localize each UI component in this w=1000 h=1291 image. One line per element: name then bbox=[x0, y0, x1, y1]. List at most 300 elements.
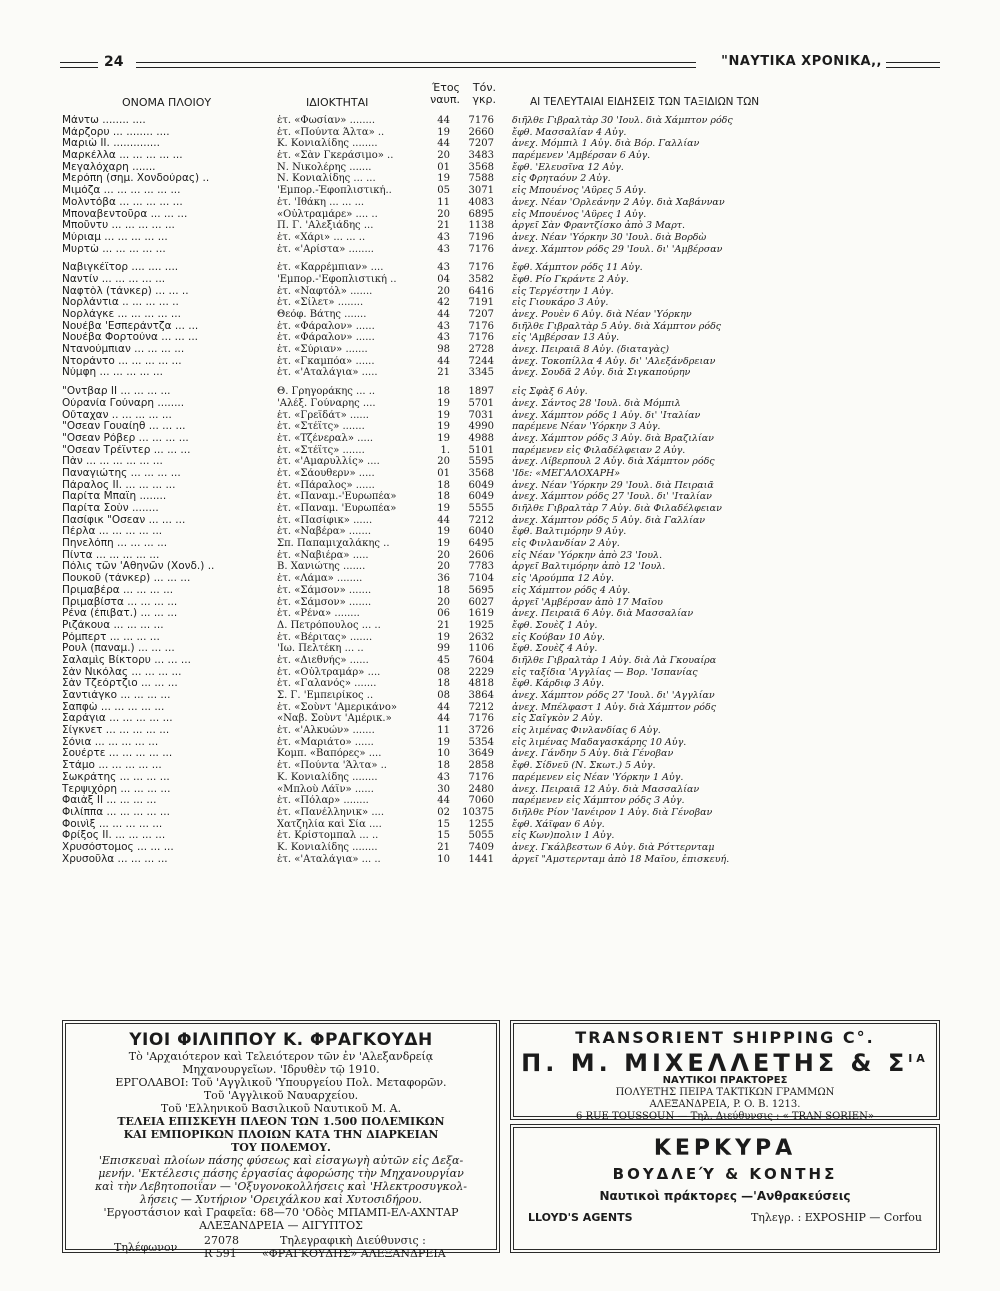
gross-tons: 3649 bbox=[468, 748, 494, 760]
latest-news: εἰς Κούβαν 10 Αὐγ. bbox=[512, 631, 605, 643]
column-header-year-line1: Έτος bbox=[431, 81, 460, 94]
gross-tons: 7176 bbox=[468, 320, 494, 332]
table-row bbox=[62, 185, 922, 197]
table-row bbox=[62, 795, 922, 807]
page-number: 24 bbox=[104, 54, 124, 70]
table-row bbox=[62, 678, 922, 690]
ship-name: Στάμο ... ... ... ... ... bbox=[62, 760, 162, 772]
owner: ἑτ. «Παναμ. 'Ευρωπέα» bbox=[277, 503, 397, 514]
latest-news: εἰς 'Αμβέρσαν 13 Αὐγ. bbox=[512, 332, 620, 344]
owner: ἑτ. «Στέϊτς» ....... bbox=[277, 421, 365, 433]
ship-name: Ριζάκουα ... ... ... ... bbox=[62, 619, 164, 631]
ship-name: Παναγιώτης ... ... ... ... bbox=[62, 467, 181, 479]
latest-news: ἔφθ. Μασσαλίαν 4 Αὐγ. bbox=[512, 126, 627, 138]
ad-transorient-line: ΑΛΕΞΑΝΔΡΕΙΑ, P. O. B. 1213. bbox=[649, 1099, 801, 1110]
latest-news: ἔφθ. Ρίο Γκράντε 2 Αὐγ. bbox=[512, 273, 629, 285]
owner: ἑτ. «Πανέλληνικ» .... bbox=[277, 806, 385, 818]
table-row bbox=[62, 262, 922, 274]
build-year: 11 bbox=[437, 725, 450, 737]
owner: «Ναβ. Σοὺντ 'Αμέρικ.» bbox=[277, 713, 392, 725]
table-row bbox=[62, 386, 922, 398]
table-row bbox=[62, 480, 922, 492]
ship-name: Ναντίν ... ... ... ... ... bbox=[62, 273, 166, 285]
gross-tons: 3568 bbox=[468, 467, 494, 479]
build-year: 43 bbox=[437, 262, 450, 274]
ship-name: Νουέβα Φορτούνα ... ... ... bbox=[62, 332, 199, 344]
latest-news: εἰς Μπουένος 'Αΰρες 1 Αὐγ. bbox=[512, 208, 647, 220]
latest-news: διῆλθε Γιβραλτὰρ 5 Αὐγ. διὰ Χάμπτον ρόδς bbox=[512, 320, 722, 332]
build-year: 20 bbox=[437, 596, 450, 608]
group-gap bbox=[62, 255, 922, 262]
build-year: 19 bbox=[437, 526, 450, 538]
ship-name: Σαράγια ... ... ... ... ... bbox=[62, 713, 173, 725]
owner: ἑτ. «Ναβέρα» ....... bbox=[277, 526, 372, 538]
ship-name: Πὰν ... ... ... ... ... ... bbox=[62, 456, 163, 468]
table-row bbox=[62, 737, 922, 749]
owner: «Οὐλτραμάρε» .... .. bbox=[277, 208, 378, 220]
ad-fragkoudi-line: Τὸ 'Αρχαιότερον καὶ Τελειότερον τῶν ἐν 'Αλεξανδρείᾳ bbox=[128, 1050, 434, 1063]
build-year: 44 bbox=[437, 701, 450, 713]
table-row bbox=[62, 503, 922, 515]
ship-name: Μάντω ........ .... bbox=[62, 115, 146, 126]
latest-news: εἰς Γιουκάρο 3 Αὐγ. bbox=[512, 297, 609, 309]
build-year: 19 bbox=[437, 126, 450, 138]
gross-tons: 5555 bbox=[468, 503, 494, 514]
owner: Σπ. Παπαμιχαλάκης .. bbox=[277, 538, 390, 550]
build-year: 20 bbox=[437, 549, 450, 561]
latest-news: ἀνεχ. Πειραιᾶ 12 Αὐγ. διὰ Μασσαλίαν bbox=[512, 783, 700, 795]
build-year: 44 bbox=[437, 355, 450, 367]
build-year: 19 bbox=[437, 432, 450, 444]
latest-news: εἰς Σφὰξ 6 Αὐγ. bbox=[512, 386, 588, 398]
ad-fragkoudi-line: Μηχανουργεῖων. 'Ιδρυθὲν τῷ 1910. bbox=[182, 1063, 380, 1076]
column-header-tons-line1: Τόν. bbox=[472, 81, 496, 94]
latest-news: εἰς Φινλανδίαν 2 Αὐγ. bbox=[512, 538, 620, 550]
table-row bbox=[62, 830, 922, 842]
column-header-year bbox=[418, 82, 460, 106]
owner: ἑτ. «Σοὺντ 'Αμερικάνο» bbox=[277, 701, 398, 713]
gross-tons: 7176 bbox=[468, 243, 494, 255]
ship-name: Σόνια ... ... ... ... ... bbox=[62, 736, 159, 748]
table-row bbox=[62, 550, 922, 562]
build-year: 98 bbox=[437, 344, 450, 356]
owner: ἑτ. «Τζένεραλ» ..... bbox=[277, 432, 374, 444]
gross-tons: 7176 bbox=[468, 713, 494, 725]
build-year: 36 bbox=[437, 573, 450, 585]
table-row bbox=[62, 115, 922, 127]
gross-tons: 7060 bbox=[468, 795, 494, 807]
ship-name: Νύμφη ... ... ... ... ... bbox=[62, 367, 163, 379]
gross-tons: 3582 bbox=[468, 273, 494, 285]
table-row bbox=[62, 807, 922, 819]
owner: ἑτ. «Σάουθερν» ..... bbox=[277, 467, 375, 479]
latest-news: ἀνεχ. Σουδᾶ 2 Αὐγ. διὰ Σιγκαπούρην bbox=[512, 367, 691, 379]
build-year: 19 bbox=[437, 631, 450, 643]
ad-fragkoudi-line: ΤΕΛΕΙΑ ΕΠΙΣΚΕΥΗ ΠΛΕΟΝ ΤΩΝ 1.500 ΠΟΛΕΜΙΚΩΝ bbox=[117, 1115, 445, 1128]
gross-tons: 3726 bbox=[468, 725, 494, 737]
ship-name: Ναφτὸλ (τάνκερ) ... ... .. bbox=[62, 285, 189, 297]
ship-name: Πέρλα ... ... ... ... ... bbox=[62, 526, 163, 538]
owner: Σ. Γ. 'Εμπειρίκος .. bbox=[277, 690, 374, 701]
ad-fragkoudi-line: ΤΟΥ ΠΟΛΕΜΟΥ. bbox=[231, 1141, 331, 1154]
build-year: 19 bbox=[437, 409, 450, 421]
gross-tons: 1441 bbox=[468, 853, 494, 865]
ad-fragkoudi-line: Τοῦ 'Αγγλικοῦ Ναυαρχείου. bbox=[203, 1089, 359, 1102]
build-year: 20 bbox=[437, 285, 450, 297]
telegraph-value: «ΦΡΑΓΚΟΥΔΗΣ» ΑΛΕΞΑΝΔΡΕΙΑ bbox=[262, 1247, 446, 1260]
table-row bbox=[62, 209, 922, 221]
latest-news: παρέμενεν εἰς Φιλαδέλφειαν 2 Αὐγ. bbox=[512, 444, 686, 456]
gross-tons: 6040 bbox=[468, 526, 494, 538]
latest-news: ἀνεχ. Μπέλφαστ 1 Αὐγ. διὰ Χάμπτον ρόδς bbox=[512, 701, 717, 713]
ship-name: Νορλάντια .. ... ... ... .. bbox=[62, 297, 179, 309]
table-row bbox=[62, 445, 922, 457]
ad-kerkyra-telegraph: Τηλεγρ. : EXPOSHIP — Corfou bbox=[750, 1211, 922, 1224]
ship-name: Φαιὰξ ΙΙ ... ... ... ... bbox=[62, 795, 157, 807]
owner: ἑτ. «Πούντα 'Άλτα» .. bbox=[277, 760, 387, 772]
owner: ἑτ. «Ρένα» ........ bbox=[277, 608, 360, 620]
build-year: 19 bbox=[437, 397, 450, 409]
owner: ἑτ. «Ναβιέρα» ..... bbox=[277, 549, 369, 561]
table-row bbox=[62, 655, 922, 667]
table-row bbox=[62, 772, 922, 784]
owner: ἑτ. «Λάμα» ........ bbox=[277, 573, 363, 585]
latest-news: ἀργεῖ 'Αμβέρσαν ἀπὸ 17 Μαΐου bbox=[512, 596, 663, 608]
table-row bbox=[62, 725, 922, 737]
table-row bbox=[62, 197, 922, 209]
gross-tons: 5695 bbox=[468, 584, 494, 596]
table-row bbox=[62, 344, 922, 356]
latest-news: παρέμενεν εἰς Νέαν 'Υόρκην 1 Αὐγ. bbox=[512, 771, 684, 783]
table-row bbox=[62, 410, 922, 422]
table-row bbox=[62, 297, 922, 309]
build-year: 01 bbox=[437, 161, 450, 173]
ad-kerkyra bbox=[510, 1124, 940, 1253]
gross-tons: 7176 bbox=[468, 115, 494, 126]
owner: 'Ιω. Πελτέκη ... .. bbox=[277, 643, 364, 655]
gross-tons: 7588 bbox=[468, 173, 494, 185]
latest-news: ἔφθ. Βαλτιμόρην 9 Αὐγ. bbox=[512, 526, 627, 538]
greek-name-text: Π. Μ. ΜΙΧΕΛΛΕΤΗΣ & Σ bbox=[521, 1049, 909, 1077]
latest-news: παρέμενεν εἰς Χάμπτον ρόδς 3 Αὐγ. bbox=[512, 795, 685, 807]
gross-tons: 4990 bbox=[468, 421, 494, 433]
table-row bbox=[62, 819, 922, 831]
column-header-year-line2: ναυπ. bbox=[430, 93, 460, 106]
latest-news: ἔφθ. 'Ελευσῖνα 12 Αὐγ. bbox=[512, 161, 624, 173]
group-gap bbox=[62, 379, 922, 386]
gross-tons: 5701 bbox=[468, 397, 494, 409]
gross-tons: 7207 bbox=[468, 309, 494, 320]
ship-name: "Οσεαν Ρόβερ ... ... ... ... bbox=[62, 432, 189, 444]
owner: ἑτ. «Σάμσον» ....... bbox=[277, 584, 372, 596]
latest-news: ἀνεχ. Γκάλβεστων 6 Αὐγ. διὰ Ρόττερνταμ bbox=[512, 841, 715, 853]
build-year: 20 bbox=[437, 208, 450, 220]
latest-news: ἔφθ. Κάρδιφ 3 Αὐγ. bbox=[512, 678, 605, 690]
owner: ἑτ. «Σίλετ» ........ bbox=[277, 297, 364, 309]
latest-news: ἀνεχ. Σάντος 28 'Ιουλ. διὰ Μόμπιλ bbox=[512, 397, 681, 409]
latest-news: ἀνεχ. Νέαν 'Ορλεάνην 2 Αὐγ. διὰ Χαβάνναν bbox=[512, 196, 725, 208]
ship-name: Ντανούμπιαν ... ... ... ... bbox=[62, 344, 185, 356]
ad-kerkyra-footer bbox=[514, 1211, 936, 1229]
table-row bbox=[62, 468, 922, 480]
build-year: 44 bbox=[437, 514, 450, 526]
phone-number-1: 27078 bbox=[204, 1234, 239, 1247]
gross-tons: 3568 bbox=[468, 161, 494, 173]
ship-name: Σὰν Νικόλας ... ... ... ... bbox=[62, 666, 182, 678]
ship-name: Σωκράτης ... ... ... ... bbox=[62, 771, 170, 783]
gross-tons: 7409 bbox=[468, 841, 494, 853]
build-year: 19 bbox=[437, 173, 450, 185]
gross-tons: 5101 bbox=[468, 444, 494, 456]
owner: ἑτ. «'Αμαρυλλίς» .... bbox=[277, 456, 380, 468]
owner: Κ. Κονιαλίδης ........ bbox=[277, 841, 378, 853]
latest-news: ἀργεῖ Βαλτιμόρην ἀπὸ 12 'Ιουλ. bbox=[512, 561, 666, 573]
table-row bbox=[62, 356, 922, 368]
gross-tons: 3864 bbox=[468, 690, 494, 701]
ship-name: Σαλαμὶς Βίκτορυ ... ... ... bbox=[62, 654, 191, 666]
gross-tons: 2480 bbox=[468, 783, 494, 795]
gross-tons: 3345 bbox=[468, 367, 494, 379]
ship-name: Πουκοῦ (τάνκερ) ... ... ... bbox=[62, 573, 191, 585]
table-row bbox=[62, 286, 922, 298]
ship-name: Παρίτα Μπαΐη ........ bbox=[62, 491, 167, 503]
build-year: 02 bbox=[437, 806, 450, 818]
owner: Ν. Νικολέρης ....... bbox=[277, 161, 372, 173]
owner: Κ. Κονιαλίδης ........ bbox=[277, 771, 378, 783]
build-year: 20 bbox=[437, 150, 450, 162]
table-row bbox=[62, 585, 922, 597]
latest-news: ἀνεχ. Νέαν 'Υόρκην 30 'Ιουλ. διὰ Βορδὼ bbox=[512, 231, 707, 243]
gross-tons: 4988 bbox=[468, 432, 494, 444]
owner: Ν. Κονιαλίδης ... ... bbox=[277, 173, 376, 185]
owner: ἑτ. «Στέϊτς» ....... bbox=[277, 444, 365, 456]
build-year: 21 bbox=[437, 220, 450, 232]
owner: ἑτ. «Σύριαν» ....... bbox=[277, 344, 368, 356]
build-year: 43 bbox=[437, 320, 450, 332]
table-row bbox=[62, 702, 922, 714]
build-year: 19 bbox=[437, 421, 450, 433]
owner: Χατζηλία καὶ Σία .... bbox=[277, 818, 382, 830]
build-year: 18 bbox=[437, 584, 450, 596]
phone-label: Τηλέφωνον bbox=[114, 1241, 178, 1254]
latest-news: εἰς Μπουένος 'Αΰρες 5 Αὐγ. bbox=[512, 185, 647, 197]
gross-tons: 2632 bbox=[468, 631, 494, 643]
ad-kerkyra-agents: LLOYD'S AGENTS bbox=[528, 1211, 633, 1224]
table-row bbox=[62, 713, 922, 725]
ship-name: Σαπφὼ ... ... ... ... ... bbox=[62, 701, 165, 713]
ad-transorient-greek-name bbox=[514, 1047, 936, 1075]
group-c bbox=[62, 386, 922, 865]
build-year: 18 bbox=[437, 678, 450, 690]
table-row bbox=[62, 398, 922, 410]
gross-tons: 6416 bbox=[468, 285, 494, 297]
table-row bbox=[62, 643, 922, 655]
gross-tons: 7212 bbox=[468, 514, 494, 526]
owner: ἑτ. «Διεθνής» ...... bbox=[277, 654, 369, 666]
owner: ἑτ. «Σάμσον» ....... bbox=[277, 596, 372, 608]
gross-tons: 7604 bbox=[468, 654, 494, 666]
ship-name: Φοινὶξ ... ... ... ... ... bbox=[62, 818, 163, 830]
table-row bbox=[62, 127, 922, 139]
telegraph-label: Τηλεγραφικὴ Διεύθυνσις : bbox=[280, 1234, 426, 1247]
ad-fragkoudi-line: ΕΡΓΟΛΑΒΟΙ: Τοῦ 'Αγγλικοῦ 'Υπουργείου Πολ. Μεταφορῶν. bbox=[115, 1076, 447, 1089]
latest-news: εἰς Χάμπτον ρόδς 4 Αὐγ. bbox=[512, 584, 631, 596]
table-row bbox=[62, 608, 922, 620]
latest-news: παρέμενε Νέαν 'Υόρκην 3 Αὐγ. bbox=[512, 421, 661, 433]
build-year: 19 bbox=[437, 736, 450, 748]
build-year: 19 bbox=[437, 538, 450, 550]
build-year: 44 bbox=[437, 138, 450, 150]
table-row bbox=[62, 597, 922, 609]
gross-tons: 5595 bbox=[468, 456, 494, 468]
ship-name: Μαριὼ ΙΙ. .............. bbox=[62, 138, 160, 150]
ship-name: Σουέρτε ... ... ... ... ... bbox=[62, 748, 173, 760]
ship-name: "Οσεαν Γουαίηθ ... ... ... bbox=[62, 421, 186, 433]
build-year: 21 bbox=[437, 619, 450, 631]
owner: Β. Χανιώτης ....... bbox=[277, 561, 366, 573]
owner: Δ. Πετρόπουλος ... .. bbox=[277, 619, 381, 631]
latest-news: εἰς Φρηταόυν 2 Αὐγ. bbox=[512, 173, 611, 185]
latest-news: εἰς ταξίδια 'Αγγλίας — Βορ. 'Ισπανίας bbox=[512, 666, 698, 678]
latest-news: ἀργεῖ "Αμστερνταμ ἀπὸ 18 Μαΐου, ἐπισκευή. bbox=[512, 853, 730, 865]
gross-tons: 1106 bbox=[468, 643, 494, 655]
table-row bbox=[62, 150, 922, 162]
ship-name: Χρυσόστομος ... ... ... bbox=[62, 841, 174, 853]
owner: ἑτ. «Σὰν Γκεράσιμο» .. bbox=[277, 150, 394, 162]
ship-name: Πριμαβέρα ... ... ... ... bbox=[62, 584, 174, 596]
column-header-news: ΑΙ ΤΕΛΕΥΤΑΙΑΙ ΕΙΔΗΣΕΙΣ ΤΩΝ ΤΑΞΙΔΙΩΝ ΤΩΝ bbox=[530, 96, 760, 108]
gross-tons: 6049 bbox=[468, 491, 494, 503]
ship-name: Μερόπη (σημ. Χονδούρας) .. bbox=[62, 173, 210, 185]
table-row bbox=[62, 854, 922, 866]
latest-news: ἀνεχ. Πειραιᾶ 6 Αὐγ. διὰ Μασσαλίαν bbox=[512, 608, 694, 620]
build-year: 21 bbox=[437, 367, 450, 379]
latest-news: εἰς λιμένας Φινλανδίας 6 Αὐγ. bbox=[512, 725, 661, 737]
ad-transorient bbox=[510, 1020, 940, 1120]
latest-news: ἀνεχ. Νέαν 'Υόρκην 29 'Ιουλ. διὰ Πειραιᾶ bbox=[512, 479, 714, 491]
table-row bbox=[62, 515, 922, 527]
latest-news: ἀνεχ. Λίβερπουλ 2 Αὐγ. διὰ Χάμπτον ρόδς bbox=[512, 456, 715, 468]
latest-news: ἀνεχ. Χάμπτον ρόδς 27 'Ιουλ. δι' 'Αγγλίαν bbox=[512, 690, 715, 701]
build-year: 20 bbox=[437, 456, 450, 468]
build-year: 99 bbox=[437, 643, 450, 655]
page-header bbox=[60, 52, 940, 76]
build-year: 45 bbox=[437, 654, 450, 666]
gross-tons: 1897 bbox=[468, 386, 494, 398]
ship-name: Σὰν Τζεόρτζιο ... ... ... bbox=[62, 678, 178, 690]
table-row bbox=[62, 690, 922, 702]
latest-news: διῆλθε Γιβραλτὰρ 1 Αὐγ. διὰ Λὰ Γκουαίρα bbox=[512, 654, 717, 666]
ad-fragkoudi-heading: ΥΙΟΙ ΦΙΛΙΠΠΟΥ Κ. ΦΡΑΓΚΟΥΔΗ bbox=[129, 1030, 433, 1050]
gross-tons: 2606 bbox=[468, 549, 494, 561]
ship-name: "Οσεαν Τρέϊντερ ... ... ... bbox=[62, 444, 191, 456]
build-year: 10 bbox=[437, 853, 450, 865]
owner: ἑτ. «Παναμ.-'Ευρωπέα» bbox=[277, 491, 397, 503]
latest-news: ἀνεχ. Πειραιᾶ 8 Αὐγ. (διαταγὰς) bbox=[512, 344, 670, 356]
ship-name: Πηνελόπη ... ... ... ... bbox=[62, 538, 168, 550]
ad-fragkoudi-line: καὶ τὴν Λεβητοποιΐαν — 'Οξυγονοκολλήσεις καὶ 'Ηλεκτροσυγκολ- bbox=[94, 1180, 468, 1193]
build-year: 04 bbox=[437, 273, 450, 285]
build-year: 1. bbox=[440, 444, 450, 456]
latest-news: εἰς λιμένας Μαδαγασκάρης 10 Αὐγ. bbox=[512, 736, 687, 748]
owner: 'Αλέξ. Γούναρης .... bbox=[277, 397, 376, 409]
build-year: 18 bbox=[437, 386, 450, 398]
ship-name: Νουέβα 'Εσπεράντζα ... ... bbox=[62, 320, 199, 332]
table-row bbox=[62, 421, 922, 433]
owner: ἑτ. «Φάραλον» ...... bbox=[277, 332, 375, 344]
table-row bbox=[62, 538, 922, 550]
ad-transorient-english: TRANSORIENT SHIPPING C°. bbox=[575, 1028, 875, 1047]
build-year: 43 bbox=[437, 332, 450, 344]
build-year: 18 bbox=[437, 479, 450, 491]
gross-tons: 2858 bbox=[468, 760, 494, 772]
latest-news: ἔφθ. Σουὲζ 1 Αὐγ. bbox=[512, 619, 598, 631]
table-row bbox=[62, 784, 922, 796]
ad-kerkyra-line: Ναυτικοὶ πράκτορες —'Ανθρακεύσεις bbox=[599, 1189, 851, 1203]
gross-tons: 6495 bbox=[468, 538, 494, 550]
header-rule-right bbox=[886, 62, 940, 68]
build-year: 15 bbox=[437, 818, 450, 830]
latest-news: ἔφθ. Χάϊφαν 6 Αὐγ. bbox=[512, 818, 605, 830]
owner: ἑτ. «Πασίφικ» ...... bbox=[277, 514, 373, 526]
build-year: 08 bbox=[437, 666, 450, 678]
gross-tons: 7207 bbox=[468, 138, 494, 150]
table-row bbox=[62, 433, 922, 445]
gross-tons: 7196 bbox=[468, 231, 494, 243]
gross-tons: 7176 bbox=[468, 771, 494, 783]
latest-news: ἔφθ. Σίδνεϋ (Ν. Σκωτ.) 5 Αὐγ. bbox=[512, 760, 656, 772]
gross-tons: 4083 bbox=[468, 196, 494, 208]
gross-tons: 2728 bbox=[468, 344, 494, 356]
ad-fragkoudi-line: Τοῦ 'Ελληνικοῦ Βασιλικοῦ Ναυτικοῦ Μ. Α. bbox=[160, 1102, 402, 1115]
build-year: 21 bbox=[437, 841, 450, 853]
latest-news: εἰς Νέαν 'Υόρκην ἀπὸ 23 'Ιουλ. bbox=[512, 549, 663, 561]
owner: ἑτ. «'Αλκυών» ....... bbox=[277, 725, 375, 737]
column-header-tons bbox=[460, 82, 496, 106]
ad-fragkoudi-line: 'Εργοστάσιον καὶ Γραφεῖα: 68—70 'Οδὸς ΜΠΑΜΠ-ΕΛ-ΑΧΝΤΑΡ bbox=[103, 1206, 459, 1219]
table-row bbox=[62, 760, 922, 772]
gross-tons: 5354 bbox=[468, 736, 494, 748]
ship-name: Ρένα (ἐπιβατ.) ... ... ... bbox=[62, 608, 178, 620]
table-row bbox=[62, 456, 922, 468]
build-year: 15 bbox=[437, 830, 450, 842]
owner: «Μπλοὺ Λάϊν» ...... bbox=[277, 783, 374, 795]
build-year: 06 bbox=[437, 608, 450, 620]
ship-name: Μάρζορυ ... ........ .... bbox=[62, 126, 170, 138]
gross-tons: 1925 bbox=[468, 619, 494, 631]
latest-news: εἰς Κων)πολιν 1 Αὐγ. bbox=[512, 830, 615, 842]
build-year: 05 bbox=[437, 185, 450, 197]
ad-fragkoudi bbox=[62, 1020, 500, 1260]
latest-news: διῆλθε Γιβραλτὰρ 30 'Ιουλ. διὰ Χάμπτον ρόδς bbox=[512, 115, 733, 126]
ship-name: Μποναβεντοῦρα ... ... ... bbox=[62, 208, 188, 220]
owner: Θεόφ. Βάτης ....... bbox=[277, 309, 367, 320]
owner: ἑτ. «'Αταλάγια» ..... bbox=[277, 367, 378, 379]
build-year: 43 bbox=[437, 243, 450, 255]
build-year: 42 bbox=[437, 297, 450, 309]
ad-fragkoudi-line: ΑΛΕΞΑΝΔΡΕΙΑ — ΑΙΓΥΠΤΟΣ bbox=[199, 1219, 363, 1232]
greek-name-sup: ΙΑ bbox=[908, 1052, 929, 1065]
ship-name: Τερψιχόρη ... ... ... ... bbox=[62, 783, 171, 795]
ad-transorient-line: ΠΟΛΥΕΤΗΣ ΠΕΙΡΑ ΤΑΚΤΙΚΩΝ ΓΡΑΜΜΩΝ bbox=[615, 1087, 835, 1098]
build-year: 18 bbox=[437, 491, 450, 503]
gross-tons: 3071 bbox=[468, 185, 494, 197]
build-year: 18 bbox=[437, 760, 450, 772]
ship-name: Φιλίππα ... ... ... ... ... bbox=[62, 806, 170, 818]
table-row bbox=[62, 162, 922, 174]
table-row bbox=[62, 561, 922, 573]
latest-news: 'Ιδε: «ΜΕΓΑΛΟΧΑΡΗ» bbox=[512, 467, 621, 479]
